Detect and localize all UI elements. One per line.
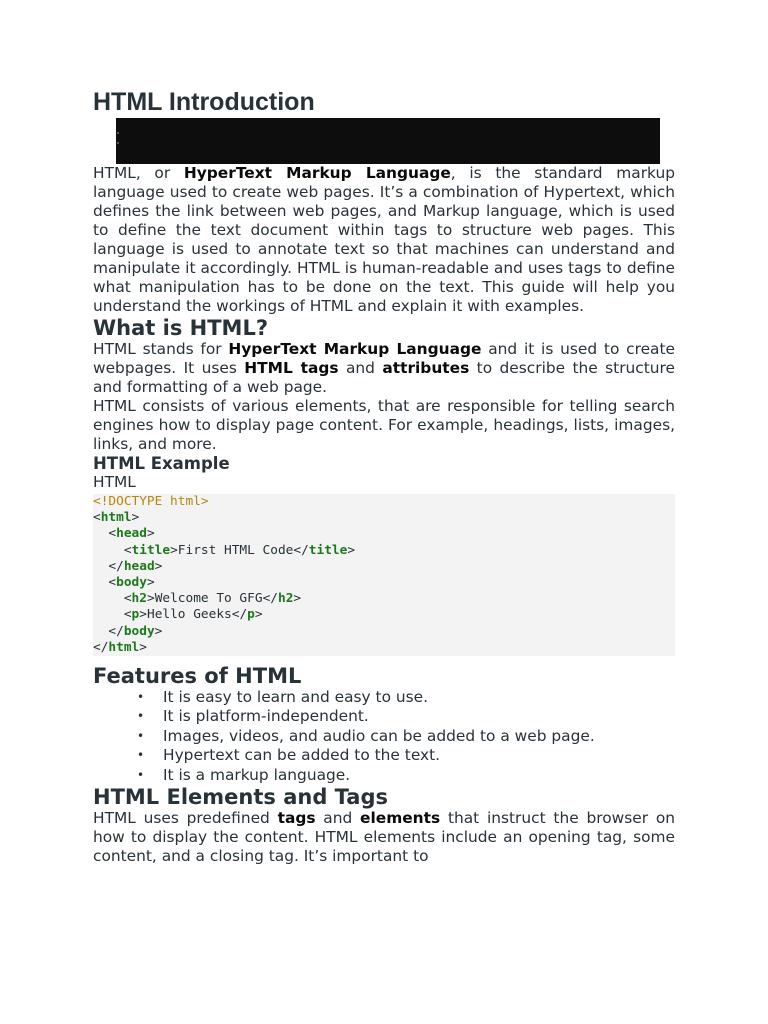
what-is-text: HTML stands for — [93, 340, 229, 358]
code-line — [93, 494, 675, 510]
code-line: <h2>Welcome To GFG</h2> — [123, 591, 302, 607]
code-line: <body> — [108, 574, 155, 590]
code-tag: title — [308, 542, 348, 558]
code-text: Hello Geeks — [146, 607, 232, 623]
list-item: • It is platform-independent. — [137, 707, 675, 726]
what-is-text: and — [338, 359, 383, 377]
section-heading-what-is: What is HTML? — [93, 316, 269, 340]
list-item: • It is a markup language. — [137, 766, 675, 785]
elements-text: and — [315, 808, 361, 827]
video-dot — [117, 132, 119, 134]
code-line: </html> — [93, 639, 147, 655]
bold-term: HTML tags — [244, 359, 339, 377]
what-is-text: to describe the structure and formatting of a web page. — [93, 359, 676, 396]
code-line: </head> — [108, 558, 163, 574]
video-dot — [117, 142, 119, 144]
code-doctype: <!DOCTYPE html> — [93, 494, 209, 509]
code-tag: h2 — [131, 591, 147, 607]
code-tag: body — [123, 623, 155, 639]
elements-text: HTML uses predefined — [93, 808, 278, 827]
list-item: • Hypertext can be added to the text. — [137, 746, 675, 765]
what-is-text: and it is used to create webpages. It uses — [93, 340, 675, 377]
code-tag: html — [108, 639, 140, 655]
code-line: </body> — [108, 623, 163, 639]
list-item: • Images, videos, and audio can be added to a web page. — [137, 727, 675, 746]
code-tag: head — [123, 558, 155, 574]
what-is-paragraph-1 — [93, 340, 675, 397]
document-page — [93, 86, 675, 866]
elements-text: that instruct the browser on how to display the content. HTML elements include an opening tag, some content, and a closing tag. It’s important to — [93, 808, 675, 865]
code-block — [93, 494, 675, 656]
code-line: <head> — [108, 526, 155, 542]
intro-text: HTML, or — [93, 164, 184, 182]
code-line: <html> — [93, 510, 140, 526]
code-text: First HTML Code — [177, 542, 294, 558]
code-tag: p — [247, 607, 255, 623]
list-item: • It is easy to learn and easy to use. — [137, 688, 675, 707]
section-heading-elements: HTML Elements and Tags — [93, 784, 388, 809]
section-heading-example: HTML Example — [93, 454, 230, 473]
code-line: <p>Hello Geeks</p> — [123, 607, 263, 623]
code-tag: h2 — [277, 591, 294, 607]
code-line: <title>First HTML Code</title> — [123, 542, 356, 558]
code-tag: body — [116, 574, 147, 590]
page-title: HTML Introduction — [93, 88, 315, 116]
section-heading-features: Features of HTML — [93, 663, 302, 688]
what-is-paragraph-2: HTML consists of various elements, that are responsible for telling search engines how to display page content. For example, headings, lists, images, links, and more. — [93, 397, 675, 453]
bold-term: elements — [360, 808, 441, 827]
code-language-label: HTML — [93, 473, 136, 491]
intro-bold-term: HyperText Markup Language — [183, 164, 451, 182]
code-tag: p — [131, 607, 140, 623]
intro-text: , is the standard markup language used to create web pages. It’s a combination of Hypertext, which defines the link between web pages, and Markup language, which is used to define the text document within tags to structure web pages. This language is used to annotate text so that machines can understand and manipulate it accordingly. HTML is human-readable and uses tags to define what manipulation has to be done on the text. This guide will help you understand the workings of HTML and explain it with examples. — [93, 164, 675, 315]
code-text: Welcome To GFG — [154, 591, 263, 607]
bold-term: HyperText Markup Language — [228, 340, 482, 358]
code-tag: title — [131, 542, 171, 558]
code-tag: head — [116, 526, 147, 542]
bold-term: tags — [277, 808, 316, 827]
bold-term: attributes — [382, 359, 470, 377]
code-tag: html — [100, 510, 132, 526]
features-list — [93, 688, 675, 785]
intro-paragraph — [93, 164, 675, 316]
embedded-video-bar[interactable] — [116, 118, 660, 164]
elements-paragraph — [93, 809, 675, 866]
